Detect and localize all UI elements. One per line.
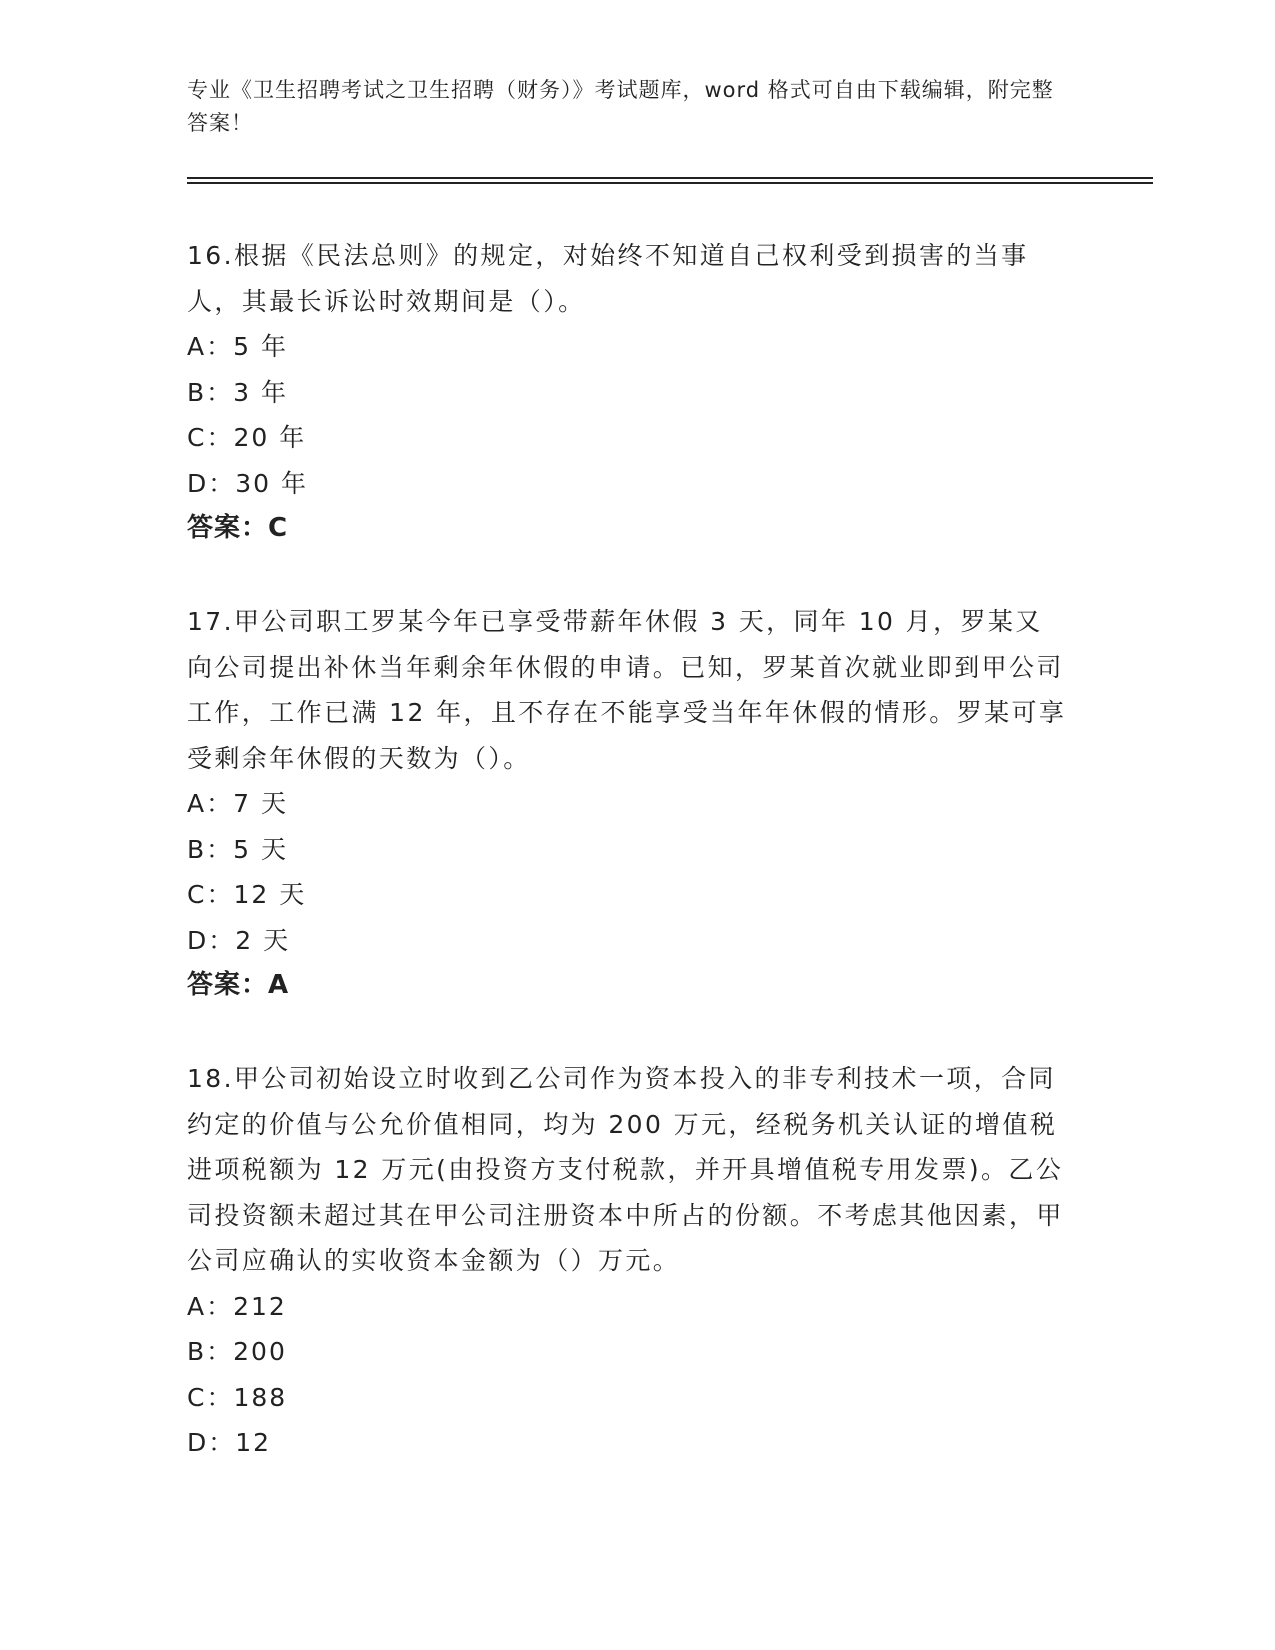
option-c: C：20 年: [187, 423, 307, 452]
option-a: A：212: [187, 1291, 287, 1321]
question-stem: 16.根据《民法总则》的规定，对始终不知道自己权利受到损害的当事人，其最长诉讼时效期间是（）。: [187, 241, 1029, 316]
option-a: A：7 天: [187, 789, 288, 818]
header-divider-secondary: [187, 182, 1153, 184]
option-d: D：30 年: [187, 468, 309, 498]
option-b: B：5 天: [187, 834, 289, 864]
question-18: [187, 1056, 1067, 1466]
option-b: B：3 年: [187, 377, 289, 407]
option-c: C：188: [187, 1382, 288, 1412]
question-17: [187, 599, 1067, 1009]
page-header: 专业《卫生招聘考试之卫生招聘（财务）》考试题库，word 格式可自由下载编辑，附完整答案！: [187, 78, 1054, 135]
header-divider: [187, 177, 1153, 179]
answer-label: 答案：C: [187, 513, 289, 543]
question-stem: 17.甲公司职工罗某今年已享受带薪年休假 3 天，同年 10 月，罗某又向公司提出补休当年剩余年休假的申请。已知，罗某首次就业即到甲公司工作，工作已满 12 年，且不存在不能享受当年年休假的情形。罗某可享受剩余年休假的天数为（）。: [187, 607, 1067, 773]
question-16: [187, 233, 1067, 552]
answer-label: 答案：A: [187, 970, 290, 1000]
option-c: C：12 天: [187, 880, 307, 909]
question-stem: 18.甲公司初始设立时收到乙公司作为资本投入的非专利技术一项，合同约定的价值与公允价值相同，均为 200 万元，经税务机关认证的增值税进项税额为 12 万元(由投资方支付税款，并开具增值税专用发票)。乙公司投资额未超过其在甲公司注册资本中所占的份额。不考虑其他因素，甲公司应确认的实收资本金额为（）万元。: [187, 1064, 1064, 1275]
option-b: B：200: [187, 1337, 287, 1366]
option-a: A：5 年: [187, 332, 288, 361]
option-d: D：12: [187, 1428, 272, 1457]
option-d: D：2 天: [187, 925, 291, 955]
